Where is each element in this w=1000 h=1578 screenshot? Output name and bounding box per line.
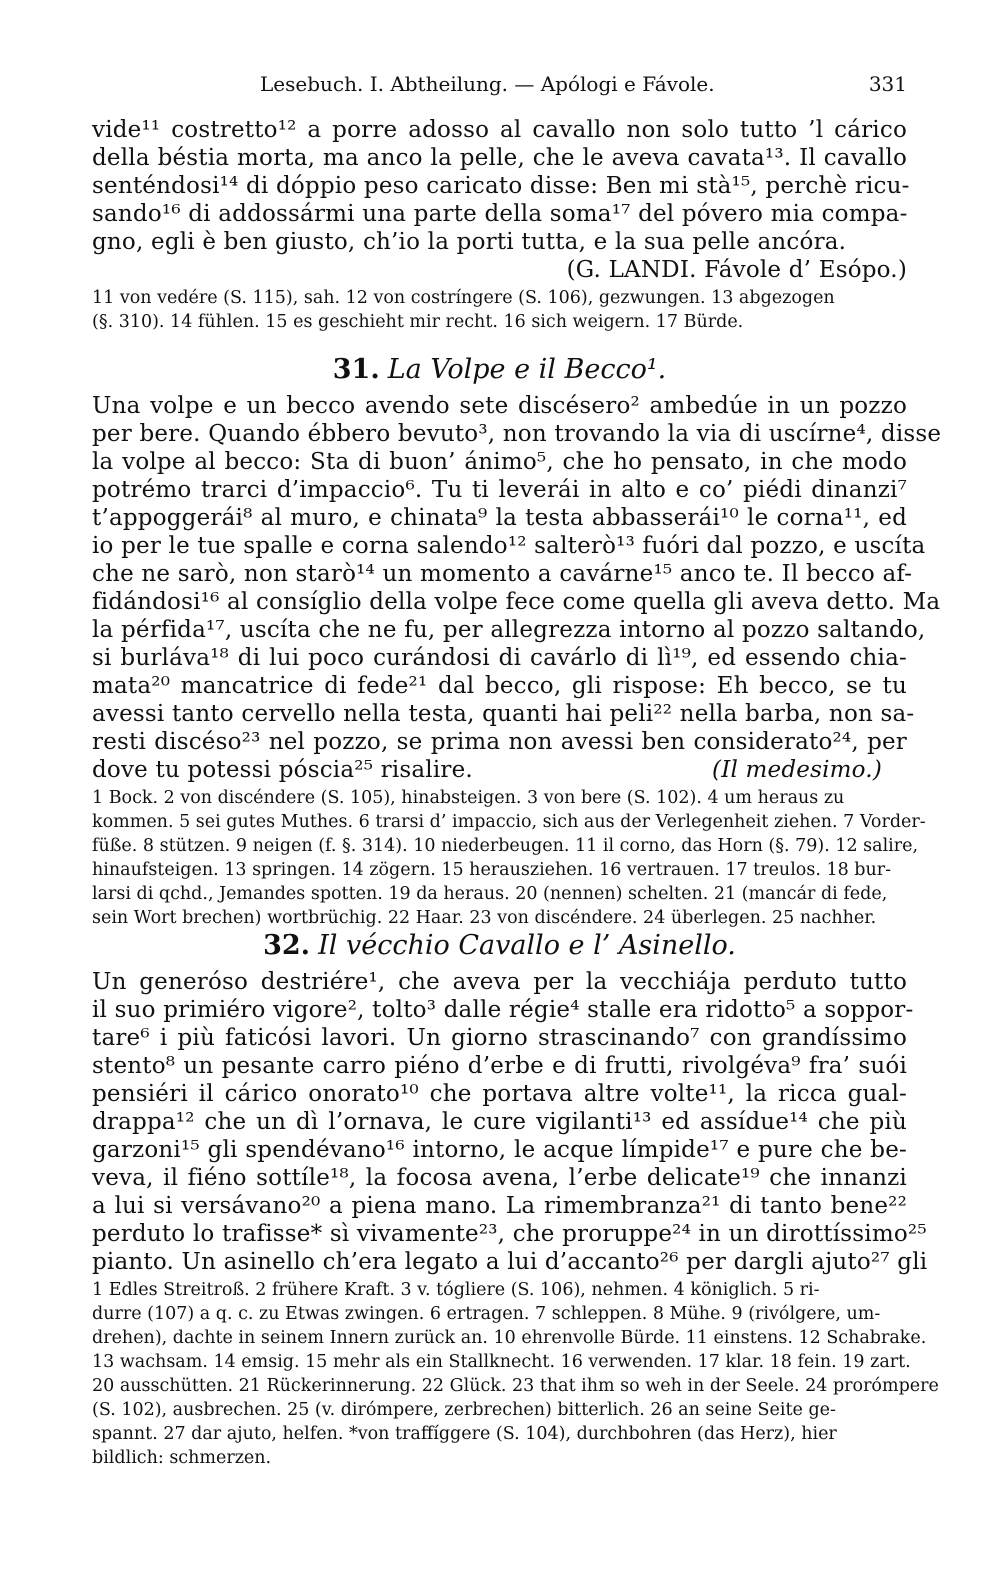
- text-line: resti discéso²³ nel pozzo, se prima non avessi ben considerato²⁴, per: [92, 729, 907, 755]
- text-line: t’appoggerái⁸ al muro, e chinata⁹ la testa abbasserái¹⁰ le corna¹¹, ed: [92, 505, 907, 531]
- text-line: perduto lo trafisse* sì vivamente²³, che proruppe²⁴ in un dirottíssimo²⁵: [92, 1221, 927, 1247]
- text-line: la pérfida¹⁷, uscíta che ne fu, per allegrezza intorno al pozzo saltando,: [92, 617, 926, 643]
- text-line: che ne sarò, non starò¹⁴ un momento a cavárne¹⁵ anco te. Il becco af-: [92, 561, 913, 587]
- text-line: drappa¹² che un dì l’ornava, le cure vigilanti¹³ ed assídue¹⁴ che più: [92, 1109, 907, 1135]
- text-line: veva, il fiéno sottíle¹⁸, la focosa avena, l’erbe delicate¹⁹ che innanzi: [92, 1165, 907, 1191]
- text-line: mata²⁰ mancatrice di fede²¹ dal becco, gli rispose: Eh becco, se tu: [92, 673, 907, 699]
- footnote-line: füße. 8 stützen. 9 neigen (f. §. 314). 10 niederbeugen. 11 il corno, das Horn (§. 79). 12 salire,: [92, 836, 919, 856]
- text-line: avessi tanto cervello nella testa, quanti hai peli²² nella barba, non sa-: [92, 701, 915, 727]
- text-line: pianto. Un asinello ch’era legato a lui d’accanto²⁶ per dargli ajuto²⁷ gli: [92, 1249, 928, 1275]
- footnote-line: 1 Edles Streitroß. 2 frühere Kraft. 3 v. tógliere (S. 106), nehmen. 4 königlich. 5 ri-: [92, 1280, 820, 1300]
- fable-heading: [92, 354, 907, 385]
- footnote-line: 13 wachsam. 14 emsig. 15 mehr als ein Stallknecht. 16 verwenden. 17 klar. 18 fein. 19 zart.: [92, 1352, 911, 1372]
- text-line: garzoni¹⁵ gli spendévano¹⁶ intorno, le acque límpide¹⁷ e pure che be-: [92, 1137, 907, 1163]
- text-line: della béstia morta, ma anco la pelle, che le aveva cavata¹³. Il cavallo: [92, 145, 907, 171]
- footnote-line: spannt. 27 dar ajuto, helfen. *von traffíggere (S. 104), durchbohren (das Herz), hier bildlich: schmerzen.: [92, 1424, 837, 1468]
- text-line: senténdosi¹⁴ di dóppio peso caricato disse: Ben mi stà¹⁵, perchè ricu-: [92, 173, 910, 199]
- footnote-line: hinaufsteigen. 13 springen. 14 zögern. 15 herausziehen. 16 vertrauen. 17 treulos. 18 bur-: [92, 860, 892, 880]
- text-line: la volpe al becco: Sta di buon’ ánimo⁵, che ho pensato, in che modo: [92, 449, 907, 475]
- text-line: io per le tue spalle e corna salendo¹² salterò¹³ fuóri dal pozzo, e uscíta: [92, 533, 926, 559]
- attribution: (G. LANDI. Fávole d’ Esópo.): [566, 257, 907, 283]
- text-line: fidándosi¹⁶ al consíglio della volpe fece come quella gli aveva detto. Ma: [92, 589, 941, 615]
- footnote-line: (S. 102), ausbrechen. 25 (v. dirómpere, zerbrechen) bitterlich. 26 an seine Seite ge-: [92, 1400, 836, 1420]
- text-line: Una volpe e un becco avendo sete discésero² ambedúe in un pozzo: [92, 393, 907, 419]
- text-line: dove tu potessi póscia²⁵ risalire.: [92, 757, 473, 783]
- text-line: per bere. Quando ébbero bevuto³, non trovando la via di uscírne⁴, disse: [92, 421, 942, 447]
- footnote-line: durre (107) a q. c. zu Etwas zwingen. 6 ertragen. 7 schleppen. 8 Mühe. 9 (rivólgere, um-: [92, 1304, 881, 1324]
- text-line: tare⁶ i più faticósi lavori. Un giorno strascinando⁷ con grandíssimo: [92, 1025, 907, 1051]
- running-header: [92, 72, 907, 100]
- fable-number: 31.: [332, 354, 380, 385]
- footnote-line: 20 ausschütten. 21 Rückerinnerung. 22 Glück. 23 that ihm so weh in der Seele. 24 prorómpere: [92, 1376, 939, 1396]
- fable-title: La Volpe e il Becco¹.: [387, 354, 667, 385]
- fable-title: Il vécchio Cavallo e l’ Asinello.: [318, 930, 736, 961]
- text-line: stento⁸ un pesante carro piéno d’erbe e di frutti, rivolgéva⁹ fra’ suói: [92, 1053, 907, 1079]
- footnote-line: larsi di qchd., Jemandes spotten. 19 da heraus. 20 (nennen) schelten. 21 (mancár di fede,: [92, 884, 888, 904]
- page-number: 331: [868, 72, 907, 96]
- text-line: vide¹¹ costretto¹² a porre adosso al cavallo non solo tutto ’l cárico: [92, 117, 907, 143]
- text-line: il suo primiéro vigore², tolto³ dalle régie⁴ stalle era ridotto⁵ a soppor-: [92, 997, 914, 1023]
- text-line: si burláva¹⁸ di lui poco curándosi di cavárlo di lì¹⁹, ed essendo chia-: [92, 645, 907, 671]
- text-line: Un generóso destriére¹, che aveva per la vecchiája perduto tutto: [92, 969, 907, 995]
- text-line: potrémo trarci d’impaccio⁶. Tu ti leverái in alto e co’ piédi dinanzi⁷: [92, 477, 907, 503]
- footnote-line: drehen), dachte in seinem Innern zurück an. 10 ehrenvolle Bürde. 11 einstens. 12 Schabrake.: [92, 1328, 927, 1348]
- footnote-line: sein Wort brechen) wortbrüchig. 22 Haar. 23 von discéndere. 24 überlegen. 25 nachher.: [92, 908, 877, 928]
- text-line: a lui si versávano²⁰ a piena mano. La rimembranza²¹ di tanto bene²²: [92, 1193, 907, 1219]
- footnote-line: kommen. 5 sei gutes Muthes. 6 trarsi d’ impaccio, sich aus der Verlegenheit ziehen. 7 Vorder-: [92, 812, 926, 832]
- fable-number: 32.: [263, 930, 311, 961]
- header-title: Lesebuch. I. Abtheilung. — Apólogi e Fávole.: [260, 72, 715, 96]
- footnote-line: 1 Bock. 2 von discéndere (S. 105), hinabsteigen. 3 von bere (S. 102). 4 um heraus zu: [92, 788, 845, 808]
- fable-heading: [92, 930, 907, 961]
- footnote-line: 11 von vedére (S. 115), sah. 12 von costríngere (S. 106), gezwungen. 13 abgezogen: [92, 288, 835, 308]
- text-line: gno, egli è ben giusto, ch’io la porti tutta, e la sua pelle ancóra.: [92, 229, 847, 255]
- text-line: pensiéri il cárico onorato¹⁰ che portava altre volte¹¹, la ricca gual-: [92, 1081, 907, 1107]
- attribution: (Il medesimo.): [712, 757, 882, 783]
- text-line: sando¹⁶ di addossármi una parte della soma¹⁷ del póvero mia compa-: [92, 201, 908, 227]
- footnote-line: (§. 310). 14 fühlen. 15 es geschieht mir recht. 16 sich weigern. 17 Bürde.: [92, 312, 744, 332]
